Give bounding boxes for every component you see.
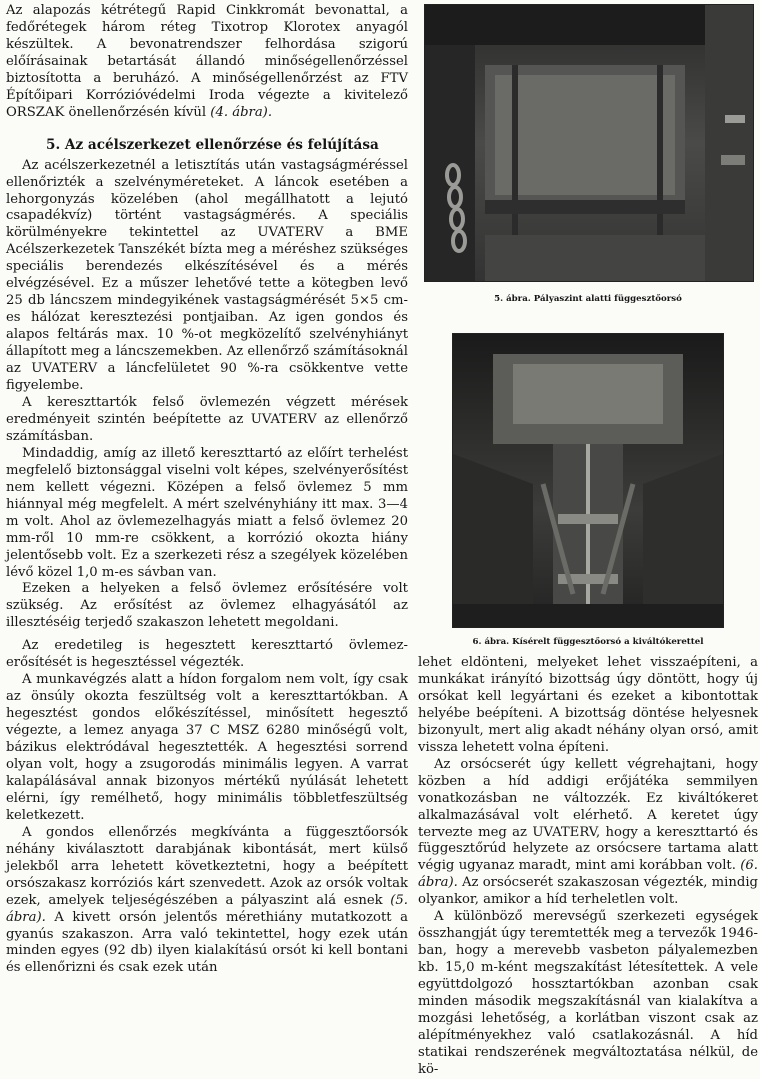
paragraph-7-text-b: A kivett orsón jelentős mérethiány mutatkozott a gyanús szakaszon. Arra való tekintettel, hogy ezek után minden egyes (92 db) ilyen kialakítású orsót ki kell bontani és ellenőrizni és csak ezek után — [6, 909, 408, 976]
right-paragraph-3: A különböző merevségű szerkezeti egységek összhangját úgy teremtették meg a tervezők 1946-ban, hogy a merevebb vasbeton pályalemezben kb. 15,0 m-ként megszakítást létesítettek. A vele együttdolgozó hossztartókban azonban csak minden második megszakításnál van kialakítva a mozgási lehetőség, a korlátban viszont csak az alépítményekhez való csatlakozásnál. A híd statikai rendszerének megváltoztatása nélkül, de kö- — [418, 909, 758, 1077]
paragraph-7 — [6, 825, 408, 978]
intro-text: Az alapozás kétrétegű Rapid Cinkkromát bevonattal, a fedőrétegek három réteg Tixotrop Klorotex anyagól készültek. A bevonatrendszer felhordása szigorú előírásainak betartását állandó minőségellenőrzéssel biztosította a beruházó. A minőségellenőrzést az FTV Építőipari Korrózióvédelmi Iroda végezte a kivitelező ORSZAK önellenőrzésén kívül — [6, 3, 408, 120]
right-paragraph-1: lehet eldönteni, melyeket lehet visszaépíteni, a munkákat irányító bizottság úgy döntött, hogy új orsókat kell legyártani és ezeket a kibontottak helyébe beépíteni. A bizottság döntése helyesnek bizonyult, mert alig akadt néhány olyan orsó, amit vissza lehetett volna építeni. — [418, 655, 758, 755]
intro-paragraph — [6, 3, 408, 122]
right-paragraph-2-text-a: Az orsócserét úgy kellett végrehajtani, hogy közben a híd addigi erőjátéka semmilyen vonatkozásban ne változzék. Ez kiváltókeret alkalmazásával volt elérhető. A keretet úgy tervezte meg az UVATERV, hogy a kereszttartó és függesztőrúd helyzete az orsócsere tartama alatt végig ugyanaz maradt, mint ami korábban volt. — [418, 756, 758, 874]
paragraph-5: Az eredetileg is hegesztett kereszttartó övlemez-erősítését is hegesztéssel végezték. — [6, 638, 408, 671]
figure-6-caption: 6. ábra. Kísérelt függesztőorsó a kiváltókerettel — [472, 637, 704, 647]
figure-5-photo — [424, 4, 754, 282]
paragraph-1: Az acélszerkezetnél a letisztítás után vastagságméréssel ellenőrizték a szelvényméreteket. A láncok esetében a lehorgonyzás közelében (ahol megállhatott a lejutó csapadékvíz) történt vastagságmérés. A speciális körülményekre tekintettel az UVATERV a BME Acélszerkezetek Tanszékét bízta meg a méréshez szükséges speciális berendezés elkészítésével és a mérés elvégzésével. Ez a műszer lehetővé tette a kötegben levő 25 db láncszem mindegyikének vastagságmérését 5×5 cm-es hálózat keresztezési pontjaiban. Az igen gondos és alapos feltárás max. 10 %-ot megközelítő szelvényhiányt állapított meg a láncszemekben. Az ellenőrző számításoknál az UVATERV a láncfelületet 90 %-ra csökkentve vette figyelembe. — [6, 157, 409, 394]
figure-5-image — [425, 5, 753, 281]
figure-6-image — [453, 334, 723, 627]
figure-reference-4: (4. ábra). — [210, 104, 273, 120]
figure-reference-5: (5. ábra). — [6, 892, 408, 925]
figure-reference-6: (6. ábra). — [418, 858, 758, 891]
paragraph-7-text-a: A gondos ellenőrzés megkívánta a függesztőorsók néhány kiválasztott darabjának kibontását, mert külső jelekből arra lehetett következtetni, hogy a beépített orsószakasz korróziós kárt szenvedett. Azok az orsók voltak ezek, amelyek teljeségészében a pályaszint alá esnek — [6, 824, 408, 908]
right-paragraph-2-text-b: Az orsócserét szakaszosan végezték, mindig olyankor, amikor a híd terheletlen volt. — [418, 875, 758, 908]
paragraph-4: Ezeken a helyeken a felső övlemez erősítésére volt szükség. Az erősítést az övlemez elhagyásától az illesztéséig terjedő szakaszon lehetett megoldani. — [6, 581, 408, 631]
right-column — [418, 655, 758, 1079]
paragraph-3: Mindaddig, amíg az illető kereszttartó az előírt terhelést megfelelő biztonsággal viselni volt képes, szelvényerősítést nem kellett végezni. Középen a felső övlemez 5 mm hiánnyal még megfelelt. A mért szelvényhiány itt max. 3—4 m volt. Ahol az övlemezelhagyás miatt a felső övlemez 20 mm-ről 10 mm-re csökkent, a korrózió okozta hiány jelentősebb volt. Ez a szerkezeti rész a szegélyek közelében lévő közel 1,0 m-es sávban van. — [6, 445, 408, 580]
section-heading: 5. Az acélszerkezet ellenőrzése és felújítása — [46, 136, 379, 153]
left-column — [6, 3, 408, 977]
paragraph-6: A munkavégzés alatt a hídon forgalom nem volt, így csak az önsúly okozta feszültség volt a kereszttartókban. A hegesztést gondos előkészítéssel, minősített hegesztő végezte, a lemez anyaga 37 C MSZ 6280 minőségű volt, bázikus elektródával hegesztették. A hegesztési sorrend olyan volt, hogy a zsugorodás minimális legyen. A varrat kalapálásával annak bizonyos mértékű nyúlását lehetett elérni, így remélhető, hogy minimális többletfeszültség keletkezett. — [6, 672, 408, 823]
figure-6-photo — [452, 333, 724, 628]
paragraph-2: A kereszttartók felső övlemezén végzett mérések eredményeit szintén beépítette az UVATERV az ellenőrző számításban. — [6, 394, 408, 444]
right-paragraph-2 — [418, 757, 758, 910]
figure-5-caption: 5. ábra. Pályaszint alatti függesztőorsó — [494, 294, 682, 304]
